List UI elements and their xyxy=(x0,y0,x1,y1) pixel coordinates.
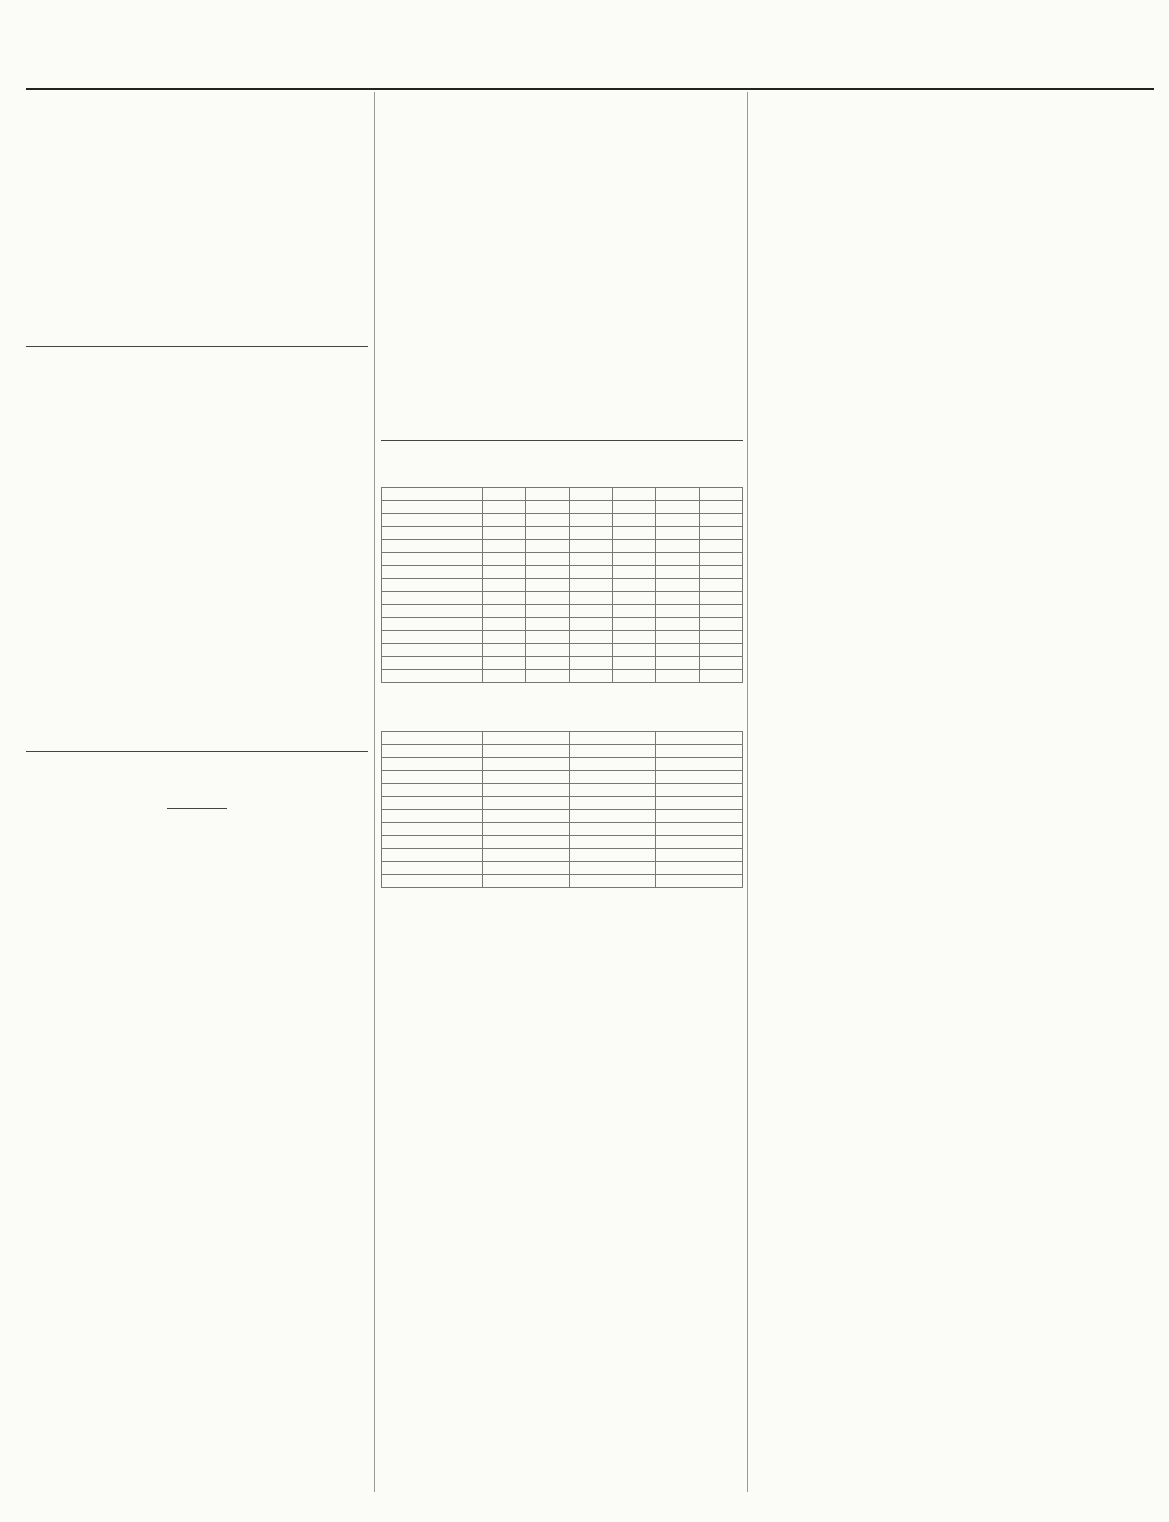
table-cell xyxy=(569,784,656,797)
gazette-text xyxy=(26,116,368,340)
table-cell xyxy=(526,644,569,657)
table-cell xyxy=(569,810,656,823)
corn-market-text xyxy=(381,136,743,434)
births-text xyxy=(26,393,368,521)
table-header xyxy=(483,488,526,501)
table-cell xyxy=(569,670,612,683)
table-row xyxy=(382,566,743,579)
table-cell xyxy=(656,836,743,849)
section-rule xyxy=(26,346,368,347)
table-cell xyxy=(699,592,742,605)
table-cell xyxy=(483,579,526,592)
ad-body xyxy=(752,706,1144,836)
table-cell xyxy=(612,553,655,566)
table-cell xyxy=(569,501,612,514)
table-cell xyxy=(526,657,569,670)
ad-body xyxy=(752,1030,1144,1130)
local-news-text xyxy=(381,1196,743,1446)
table-cell xyxy=(656,566,699,579)
table-cell xyxy=(612,605,655,618)
column-1 xyxy=(26,92,368,1512)
ad-body xyxy=(752,114,1144,294)
table-cell xyxy=(699,631,742,644)
table-cell xyxy=(526,514,569,527)
table-cell xyxy=(382,527,483,540)
table-row xyxy=(382,732,743,745)
foreign-funds-table xyxy=(381,731,743,888)
table-cell xyxy=(699,657,742,670)
table-cell xyxy=(656,797,743,810)
table-cell xyxy=(656,527,699,540)
table-cell xyxy=(483,527,526,540)
masthead xyxy=(26,52,1154,90)
table-cell xyxy=(569,605,612,618)
table-cell xyxy=(382,566,483,579)
table-cell xyxy=(656,862,743,875)
share-list-text xyxy=(26,1255,368,1455)
table-cell xyxy=(569,514,612,527)
table-cell xyxy=(612,579,655,592)
table-cell xyxy=(382,631,483,644)
ad-title xyxy=(752,1008,1144,1030)
table-cell xyxy=(699,527,742,540)
table-cell xyxy=(382,810,483,823)
table-cell xyxy=(526,605,569,618)
table-cell xyxy=(382,849,483,862)
table-cell xyxy=(612,618,655,631)
table-cell xyxy=(569,566,612,579)
table-cell xyxy=(526,579,569,592)
table-cell xyxy=(569,631,612,644)
ad-body xyxy=(752,554,1144,674)
table-cell xyxy=(569,527,612,540)
table-cell xyxy=(612,657,655,670)
ad-title xyxy=(752,304,1144,326)
table-cell xyxy=(656,771,743,784)
table-cell xyxy=(569,579,612,592)
table-cell xyxy=(382,618,483,631)
table-cell xyxy=(699,644,742,657)
table-row xyxy=(382,540,743,553)
table-cell xyxy=(656,784,743,797)
foreign-funds-table-wrap xyxy=(381,731,743,888)
births-subheading xyxy=(26,373,368,387)
table-row xyxy=(382,836,743,849)
table-cell xyxy=(656,810,743,823)
table-row xyxy=(382,862,743,875)
table-row xyxy=(382,618,743,631)
foreign-funds-heading xyxy=(381,691,743,705)
table-cell xyxy=(612,670,655,683)
table-cell xyxy=(569,758,656,771)
table-cell xyxy=(612,501,655,514)
table-row xyxy=(382,553,743,566)
table-cell xyxy=(569,745,656,758)
table-cell xyxy=(656,553,699,566)
table-cell xyxy=(483,836,570,849)
table-cell xyxy=(569,657,612,670)
table-cell xyxy=(483,553,526,566)
ad-title xyxy=(752,846,1144,868)
foreign-funds-subheading xyxy=(381,711,743,725)
table-cell xyxy=(526,592,569,605)
table-cell xyxy=(382,540,483,553)
table-cell xyxy=(699,501,742,514)
table-cell xyxy=(382,745,483,758)
ad-title xyxy=(752,396,1144,418)
table-cell xyxy=(382,823,483,836)
column-3 xyxy=(752,92,1144,1512)
table-cell xyxy=(656,670,699,683)
table-cell xyxy=(483,849,570,862)
table-cell xyxy=(526,566,569,579)
table-cell xyxy=(656,605,699,618)
table-cell xyxy=(612,514,655,527)
table-cell xyxy=(382,862,483,875)
ad-body xyxy=(752,326,1144,386)
commercial-dateline xyxy=(26,815,368,829)
table-cell xyxy=(483,566,526,579)
table-cell xyxy=(483,670,526,683)
table-row xyxy=(382,592,743,605)
table-cell xyxy=(483,745,570,758)
table-cell xyxy=(656,501,699,514)
commercial-text xyxy=(26,835,368,1255)
table-cell xyxy=(656,631,699,644)
table-cell xyxy=(483,540,526,553)
ad-title xyxy=(752,684,1144,706)
advertisement xyxy=(752,684,1144,836)
table-cell xyxy=(483,618,526,631)
table-cell xyxy=(483,823,570,836)
table-cell xyxy=(382,553,483,566)
table-row xyxy=(382,514,743,527)
table-cell xyxy=(526,618,569,631)
table-cell xyxy=(569,592,612,605)
table-cell xyxy=(656,849,743,862)
table-cell xyxy=(656,514,699,527)
table-row xyxy=(382,771,743,784)
commercial-affairs-heading xyxy=(26,760,368,800)
table-header xyxy=(569,488,612,501)
table-cell xyxy=(382,579,483,592)
table-cell xyxy=(656,657,699,670)
table-cell xyxy=(569,540,612,553)
table-cell xyxy=(699,579,742,592)
table-cell xyxy=(483,592,526,605)
table-cell xyxy=(382,670,483,683)
table-cell xyxy=(656,758,743,771)
table-cell xyxy=(483,862,570,875)
table-header-row xyxy=(382,488,743,501)
table-cell xyxy=(569,849,656,862)
table-cell xyxy=(569,836,656,849)
table-cell xyxy=(526,670,569,683)
table-cell xyxy=(382,605,483,618)
table-cell xyxy=(569,771,656,784)
table-cell xyxy=(382,592,483,605)
table-cell xyxy=(382,758,483,771)
table-cell xyxy=(656,592,699,605)
section-rule xyxy=(381,440,743,441)
advertisement xyxy=(752,1008,1144,1130)
table-cell xyxy=(483,771,570,784)
table-cell xyxy=(612,540,655,553)
table-cell xyxy=(699,618,742,631)
table-header xyxy=(656,488,699,501)
table-cell xyxy=(656,540,699,553)
table-cell xyxy=(569,644,612,657)
table-row xyxy=(382,823,743,836)
table-row xyxy=(382,758,743,771)
advertisement xyxy=(752,92,1144,294)
table-cell xyxy=(382,797,483,810)
table-cell xyxy=(656,579,699,592)
table-row xyxy=(382,579,743,592)
table-cell xyxy=(699,566,742,579)
table-row xyxy=(382,797,743,810)
table-cell xyxy=(382,875,483,888)
table-cell xyxy=(699,605,742,618)
table-row xyxy=(382,875,743,888)
table-cell xyxy=(526,553,569,566)
table-cell xyxy=(656,875,743,888)
deaths-text xyxy=(26,671,368,745)
table-row xyxy=(382,527,743,540)
ad-body xyxy=(752,1162,1144,1462)
table-cell xyxy=(382,501,483,514)
column-divider-2 xyxy=(747,92,748,1492)
italy-news-text xyxy=(381,896,743,1196)
table-cell xyxy=(382,514,483,527)
table-row xyxy=(382,849,743,862)
marriages-text xyxy=(26,545,368,647)
british-funds-heading xyxy=(381,447,743,461)
table-cell xyxy=(483,657,526,670)
table-row xyxy=(382,605,743,618)
british-funds-table-body xyxy=(382,501,743,683)
advertisement xyxy=(752,846,1144,998)
table-cell xyxy=(483,797,570,810)
table-cell xyxy=(612,631,655,644)
table-cell xyxy=(569,797,656,810)
table-cell xyxy=(483,758,570,771)
table-cell xyxy=(612,566,655,579)
corn-market-heading xyxy=(381,96,743,110)
table-cell xyxy=(483,810,570,823)
table-cell xyxy=(569,732,656,745)
table-cell xyxy=(569,862,656,875)
ad-body xyxy=(752,868,1144,998)
column-divider-1 xyxy=(374,92,375,1492)
ornament-rule xyxy=(167,808,227,809)
advertisement xyxy=(752,304,1144,386)
table-cell xyxy=(382,644,483,657)
table-row xyxy=(382,644,743,657)
table-cell xyxy=(656,732,743,745)
table-cell xyxy=(526,631,569,644)
births-marriages-deaths-heading xyxy=(26,353,368,367)
table-row xyxy=(382,631,743,644)
table-cell xyxy=(483,784,570,797)
table-cell xyxy=(699,540,742,553)
foreign-funds-table-body xyxy=(382,732,743,888)
corn-market-dateline xyxy=(381,116,743,130)
table-cell xyxy=(526,540,569,553)
table-header xyxy=(699,488,742,501)
masthead-rule xyxy=(26,88,1154,90)
deaths-subheading xyxy=(26,651,368,665)
british-funds-table-wrap xyxy=(381,487,743,683)
table-cell xyxy=(699,514,742,527)
table-row xyxy=(382,784,743,797)
ad-title xyxy=(752,1140,1144,1162)
table-cell xyxy=(483,514,526,527)
table-header xyxy=(612,488,655,501)
table-cell xyxy=(612,644,655,657)
table-header xyxy=(526,488,569,501)
table-cell xyxy=(382,732,483,745)
british-funds-table xyxy=(381,487,743,683)
table-cell xyxy=(612,527,655,540)
table-cell xyxy=(382,784,483,797)
table-cell xyxy=(569,875,656,888)
table-cell xyxy=(569,618,612,631)
table-cell xyxy=(483,875,570,888)
british-funds-subheading xyxy=(381,467,743,481)
table-cell xyxy=(382,657,483,670)
table-row xyxy=(382,657,743,670)
table-cell xyxy=(656,823,743,836)
table-cell xyxy=(656,644,699,657)
ad-body xyxy=(752,418,1144,522)
table-row xyxy=(382,501,743,514)
table-cell xyxy=(483,644,526,657)
table-row xyxy=(382,810,743,823)
advertisement xyxy=(752,396,1144,522)
table-cell xyxy=(656,618,699,631)
table-cell xyxy=(569,823,656,836)
table-row xyxy=(382,670,743,683)
table-header xyxy=(382,488,483,501)
table-cell xyxy=(526,527,569,540)
table-cell xyxy=(483,501,526,514)
column-2 xyxy=(381,92,743,1512)
advertisement xyxy=(752,532,1144,674)
advertisement xyxy=(752,1140,1144,1462)
table-cell xyxy=(483,605,526,618)
gazette-heading xyxy=(26,96,368,110)
section-rule xyxy=(26,751,368,752)
table-cell xyxy=(699,553,742,566)
table-cell xyxy=(569,553,612,566)
table-cell xyxy=(382,836,483,849)
table-cell xyxy=(382,771,483,784)
table-cell xyxy=(526,501,569,514)
table-row xyxy=(382,745,743,758)
table-cell xyxy=(656,745,743,758)
table-cell xyxy=(612,592,655,605)
ad-title xyxy=(752,532,1144,554)
table-cell xyxy=(699,670,742,683)
ad-title xyxy=(752,92,1144,114)
table-cell xyxy=(483,631,526,644)
table-cell xyxy=(483,732,570,745)
marriages-subheading xyxy=(26,525,368,539)
